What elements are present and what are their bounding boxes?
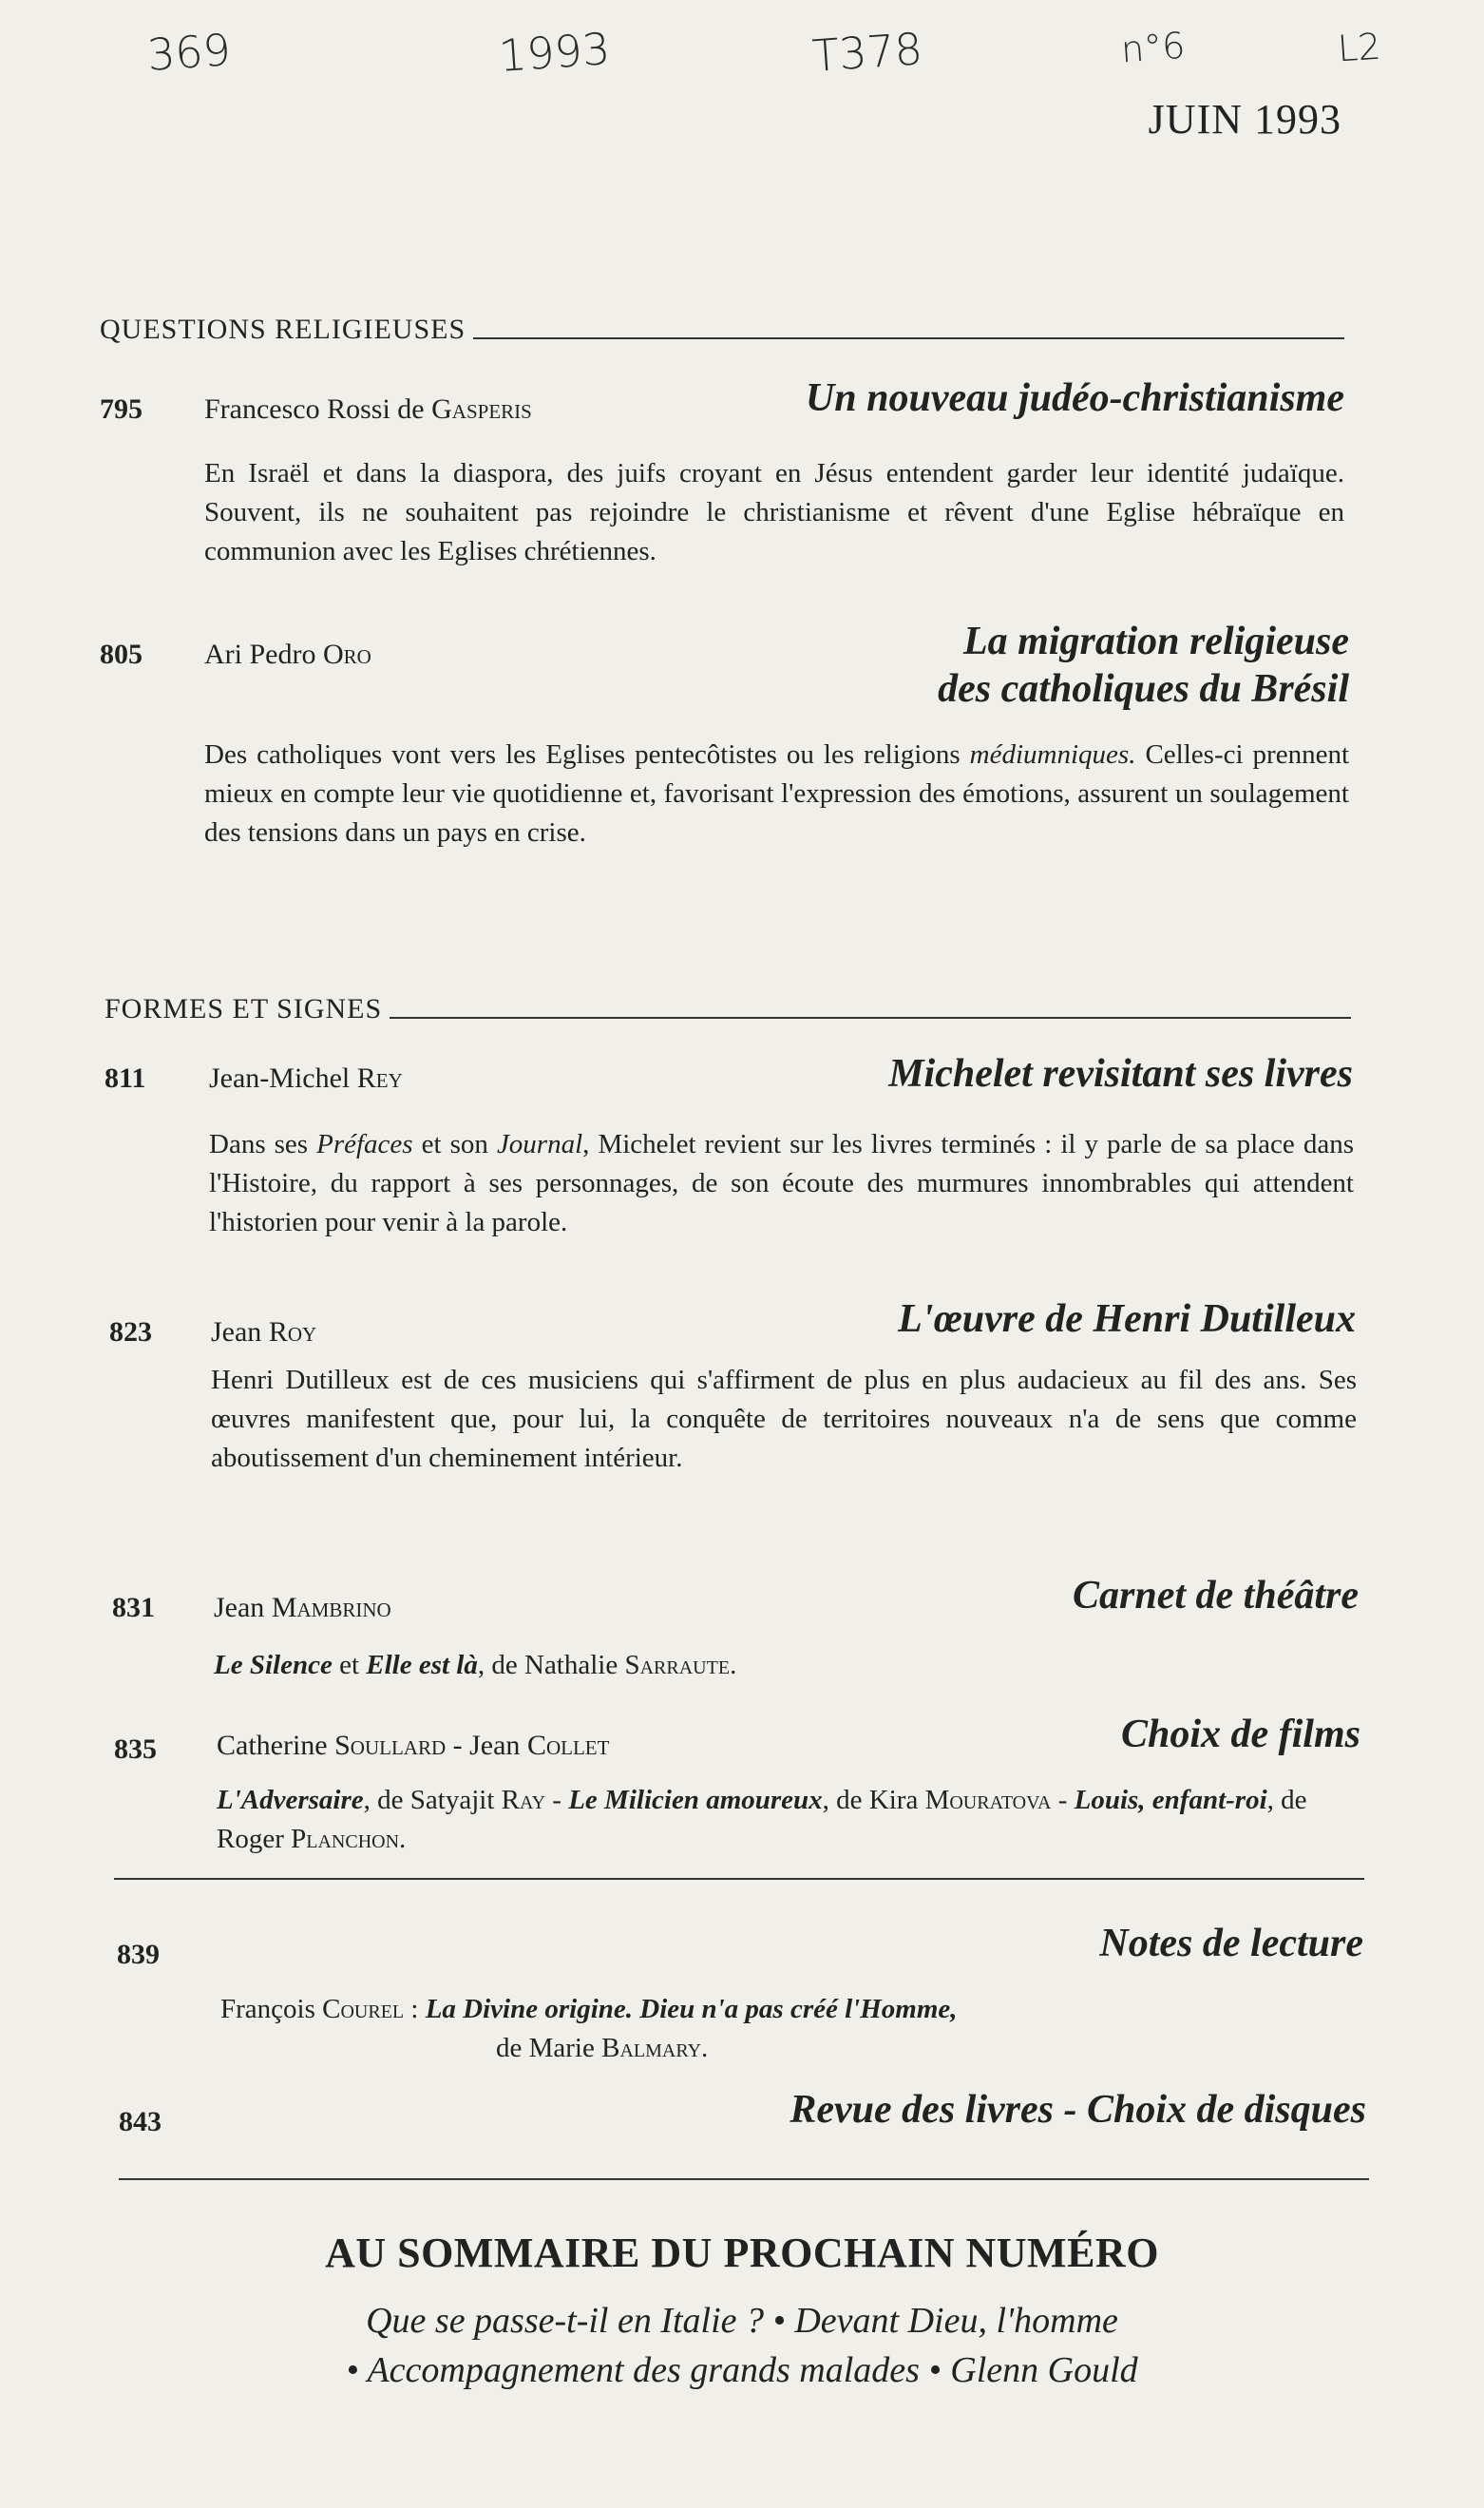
- next-issue-line: Que se passe-t-il en Italie ? • Devant Dieu, l'homme: [366, 2301, 1118, 2341]
- article-title: Michelet revisitant ses livres: [888, 1052, 1353, 1096]
- article-title: Carnet de théâtre: [1073, 1574, 1359, 1618]
- article-summary: Le Silence et Elle est là, de Nathalie Sarraute.: [214, 1650, 737, 1680]
- section-rule: [473, 337, 1344, 339]
- article-summary: Henri Dutilleux est de ces musiciens qui s'affirment de plus en plus audacieux au fil des ans. Ses œuvres manifestent que, pour lui, la conquête de territoires nouveaux n'a de sens que comme aboutissement d'un cheminement intérieur.: [211, 1365, 1357, 1473]
- article-summary: François Courel : La Divine origine. Dieu n'a pas créé l'Homme, de Marie Balmary.: [220, 1994, 958, 2063]
- handwritten-note: L2: [1336, 25, 1382, 70]
- section-title: FORMES ET SIGNES: [105, 993, 383, 1024]
- article-title: Notes de lecture: [1099, 1922, 1363, 1965]
- article-title: La migration religieuse des catholiques du Brésil: [938, 620, 1349, 711]
- page-number: 843: [119, 2106, 162, 2137]
- next-issue-line: • Accompagnement des grands malades • Glenn Gould: [346, 2350, 1138, 2390]
- article-summary: Dans ses Préfaces et son Journal, Michelet revient sur les livres terminés : il y parle de sa place dans l'Histoire, du rapport à ses personnages, de son écoute des murmures innombrables qui attendent l'historien pour venir à la parole.: [209, 1129, 1354, 1237]
- handwritten-note: 1993: [497, 22, 612, 83]
- author: Jean-Michel Rey: [209, 1063, 403, 1094]
- page-number: 839: [117, 1939, 160, 1970]
- article-summary: L'Adversaire, de Satyajit Ray - Le Milicien amoureux, de Kira Mouratova - Louis, enfant-roi, de Roger Planchon.: [217, 1785, 1307, 1854]
- issue-date: JUIN 1993: [1148, 96, 1341, 143]
- section-heading: [100, 314, 1344, 346]
- article-title: Revue des livres - Choix de disques: [790, 2088, 1366, 2132]
- author: Catherine Soullard - Jean Collet: [217, 1730, 610, 1761]
- page-number: 811: [105, 1063, 146, 1094]
- author: Jean Mambrino: [214, 1592, 391, 1623]
- article-title: Choix de films: [1120, 1713, 1360, 1756]
- handwritten-note: 369: [145, 24, 233, 81]
- page-number: 795: [100, 393, 143, 425]
- article-summary: En Israël et dans la diaspora, des juifs croyant en Jésus entendent garder leur identité judaïque. Souvent, ils ne souhaitent pas rejoindre le christianisme et rêvent d'une Eglise hébraïque en communion avec les Eglises chrétiennes.: [204, 458, 1344, 566]
- author: Jean Roy: [211, 1316, 317, 1348]
- article-title: L'œuvre de Henri Dutilleux: [898, 1297, 1356, 1341]
- article-summary: Des catholiques vont vers les Eglises pentecôtistes ou les religions médiumniques. Celles-ci prennent mieux en compte leur vie quotidienne et, favorisant l'expression des émotions, assurent un soulagement des tensions dans un pays en crise.: [204, 739, 1350, 848]
- article-title: Un nouveau judéo-christianisme: [805, 376, 1344, 420]
- section-rule: [390, 1017, 1351, 1019]
- author: Francesco Rossi de Gasperis: [204, 393, 532, 425]
- page-number: 831: [112, 1592, 155, 1623]
- divider: [119, 2178, 1369, 2180]
- page-number: 805: [100, 639, 143, 670]
- handwritten-note: T378: [810, 23, 924, 82]
- divider: [114, 1878, 1364, 1880]
- section-title: QUESTIONS RELIGIEUSES: [100, 314, 466, 345]
- page-number: 835: [114, 1733, 157, 1765]
- author: Ari Pedro Oro: [204, 639, 371, 670]
- page-number: 823: [109, 1316, 152, 1348]
- next-issue-heading: AU SOMMAIRE DU PROCHAIN NUMÉRO: [325, 2230, 1159, 2276]
- handwritten-note: n°6: [1119, 24, 1187, 71]
- section-heading: [105, 993, 1351, 1025]
